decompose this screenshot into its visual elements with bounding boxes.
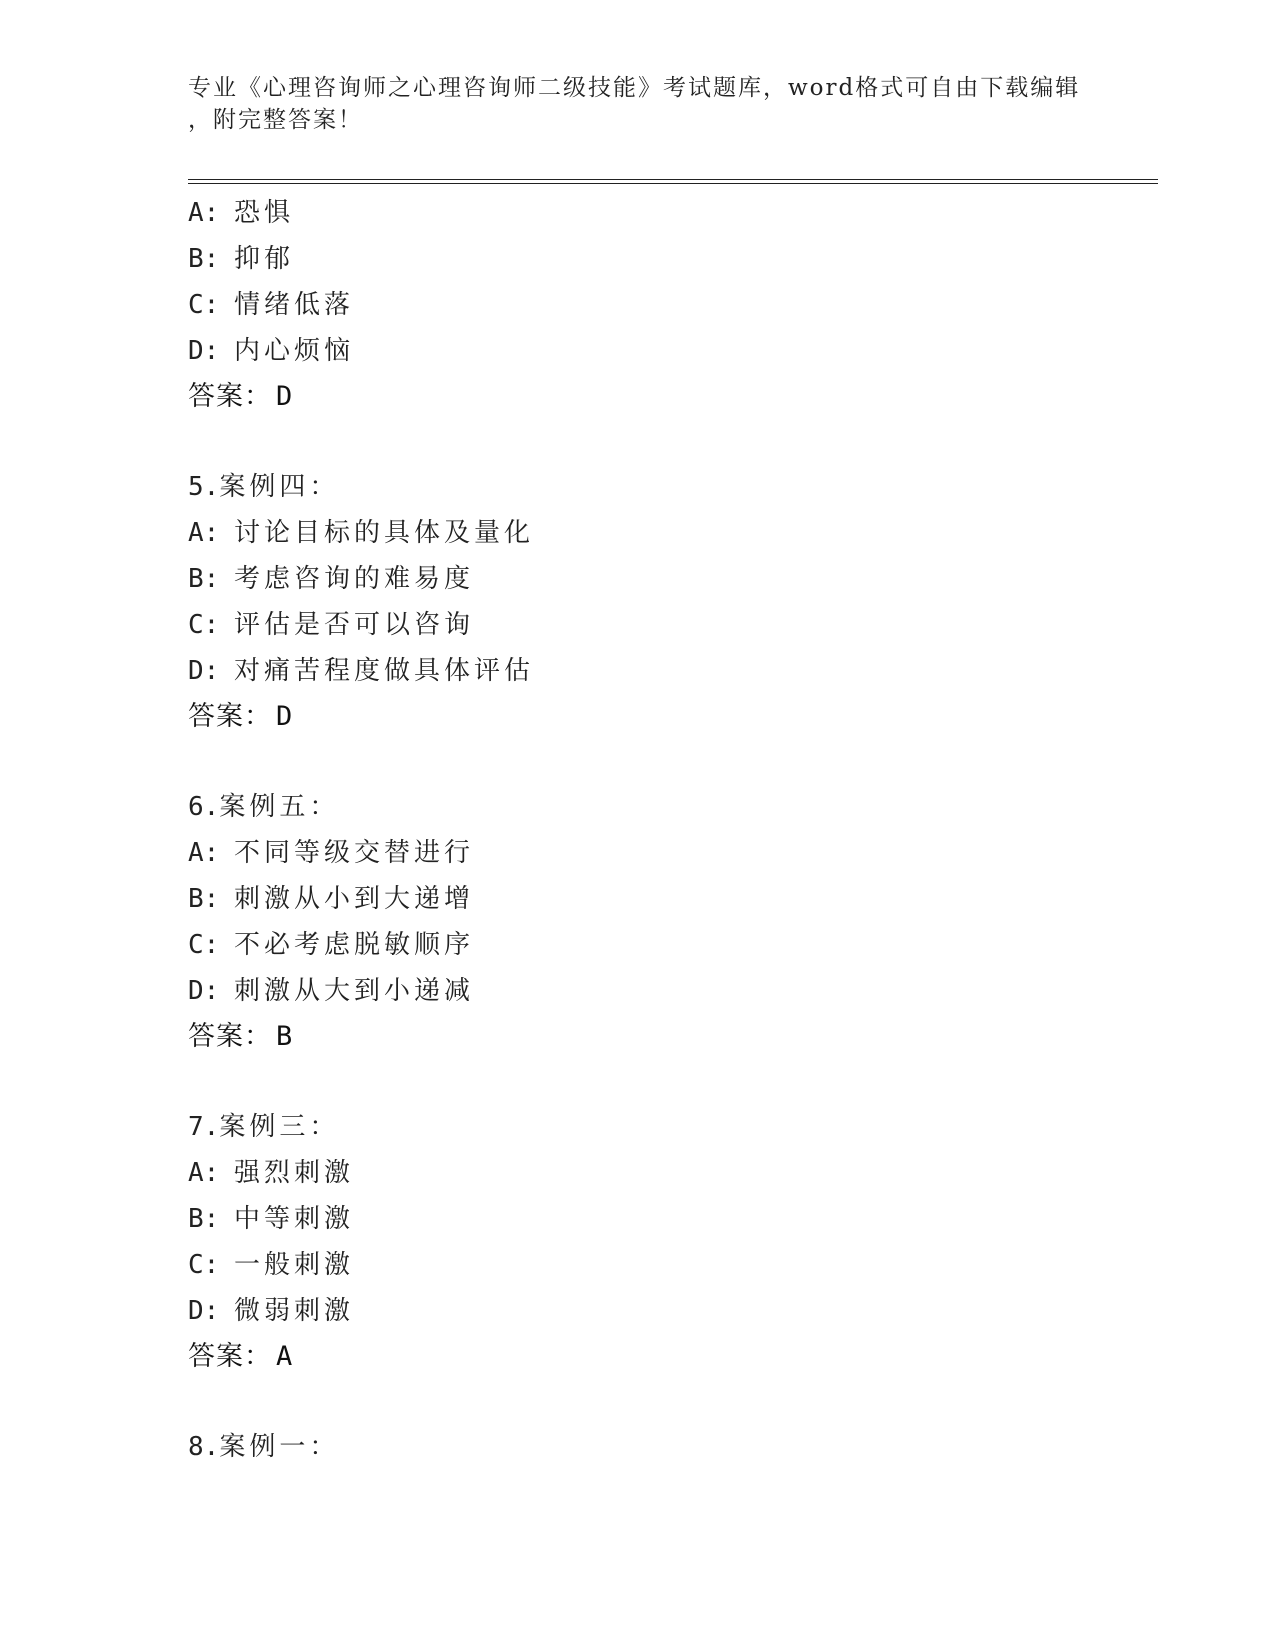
option-letter: A: bbox=[188, 838, 220, 868]
question-title bbox=[188, 1104, 1148, 1150]
option-text: 中等刺激 bbox=[234, 1204, 355, 1234]
question-title bbox=[188, 1424, 1148, 1470]
option-a bbox=[188, 190, 1148, 236]
question-block bbox=[188, 1424, 1148, 1470]
option-a bbox=[188, 830, 1148, 876]
question-text: 案例四： bbox=[219, 472, 340, 502]
option-b bbox=[188, 556, 1148, 602]
option-text: 考虑咨询的难易度 bbox=[234, 564, 475, 594]
question-block bbox=[188, 464, 1148, 740]
option-d bbox=[188, 968, 1148, 1014]
header-divider-bottom bbox=[188, 183, 1158, 184]
option-letter: A: bbox=[188, 518, 220, 548]
question-block bbox=[188, 190, 1148, 420]
question-list bbox=[188, 190, 1148, 1470]
answer-line bbox=[188, 1014, 1148, 1060]
answer-line bbox=[188, 374, 1148, 420]
option-text: 不同等级交替进行 bbox=[234, 838, 475, 868]
option-d bbox=[188, 648, 1148, 694]
option-text: 抑郁 bbox=[234, 244, 295, 274]
header-line-2: ，附完整答案！ bbox=[188, 107, 363, 133]
option-b bbox=[188, 876, 1148, 922]
question-title bbox=[188, 464, 1148, 510]
option-letter: D: bbox=[188, 976, 220, 1006]
question-text: 案例一： bbox=[219, 1432, 340, 1462]
option-letter: C: bbox=[188, 930, 220, 960]
option-c bbox=[188, 282, 1148, 328]
option-c bbox=[188, 1242, 1148, 1288]
question-number: 5. bbox=[188, 472, 220, 502]
header-divider-top bbox=[188, 179, 1158, 180]
option-text: 不必考虑脱敏顺序 bbox=[234, 930, 475, 960]
option-letter: C: bbox=[188, 1250, 220, 1280]
question-number: 6. bbox=[188, 792, 220, 822]
option-text: 恐惧 bbox=[234, 198, 295, 228]
option-letter: C: bbox=[188, 290, 220, 320]
option-text: 刺激从大到小递减 bbox=[234, 976, 475, 1006]
option-a bbox=[188, 1150, 1148, 1196]
option-text: 内心烦恼 bbox=[234, 336, 355, 366]
option-text: 对痛苦程度做具体评估 bbox=[234, 656, 535, 686]
question-block bbox=[188, 1104, 1148, 1380]
answer-label: 答案： bbox=[188, 1021, 272, 1052]
option-text: 讨论目标的具体及量化 bbox=[234, 518, 535, 548]
option-text: 评估是否可以咨询 bbox=[234, 610, 475, 640]
option-letter: D: bbox=[188, 1296, 220, 1326]
answer-value: D bbox=[276, 381, 294, 412]
question-block bbox=[188, 784, 1148, 1060]
option-b bbox=[188, 1196, 1148, 1242]
answer-value: B bbox=[276, 1021, 294, 1052]
answer-label: 答案： bbox=[188, 1341, 272, 1372]
question-text: 案例五： bbox=[219, 792, 340, 822]
option-c bbox=[188, 922, 1148, 968]
option-letter: A: bbox=[188, 198, 220, 228]
option-c bbox=[188, 602, 1148, 648]
option-text: 微弱刺激 bbox=[234, 1296, 355, 1326]
option-letter: B: bbox=[188, 884, 220, 914]
option-letter: B: bbox=[188, 1204, 220, 1234]
question-title bbox=[188, 784, 1148, 830]
option-letter: B: bbox=[188, 244, 220, 274]
answer-value: D bbox=[276, 701, 294, 732]
option-letter: D: bbox=[188, 656, 220, 686]
option-letter: C: bbox=[188, 610, 220, 640]
question-number: 8. bbox=[188, 1432, 220, 1462]
answer-line bbox=[188, 694, 1148, 740]
option-letter: A: bbox=[188, 1158, 220, 1188]
option-letter: B: bbox=[188, 564, 220, 594]
question-text: 案例三： bbox=[219, 1112, 340, 1142]
answer-label: 答案： bbox=[188, 701, 272, 732]
option-text: 一般刺激 bbox=[234, 1250, 355, 1280]
option-d bbox=[188, 328, 1148, 374]
answer-value: A bbox=[276, 1341, 294, 1372]
question-number: 7. bbox=[188, 1112, 220, 1142]
option-a bbox=[188, 510, 1148, 556]
option-text: 刺激从小到大递增 bbox=[234, 884, 475, 914]
answer-label: 答案： bbox=[188, 381, 272, 412]
option-letter: D: bbox=[188, 336, 220, 366]
document-header bbox=[188, 72, 1088, 136]
option-text: 强烈刺激 bbox=[234, 1158, 355, 1188]
option-b bbox=[188, 236, 1148, 282]
header-line-1: 专业《心理咨询师之心理咨询师二级技能》考试题库，word格式可自由下载编辑 bbox=[188, 75, 1081, 101]
option-text: 情绪低落 bbox=[234, 290, 355, 320]
answer-line bbox=[188, 1334, 1148, 1380]
option-d bbox=[188, 1288, 1148, 1334]
